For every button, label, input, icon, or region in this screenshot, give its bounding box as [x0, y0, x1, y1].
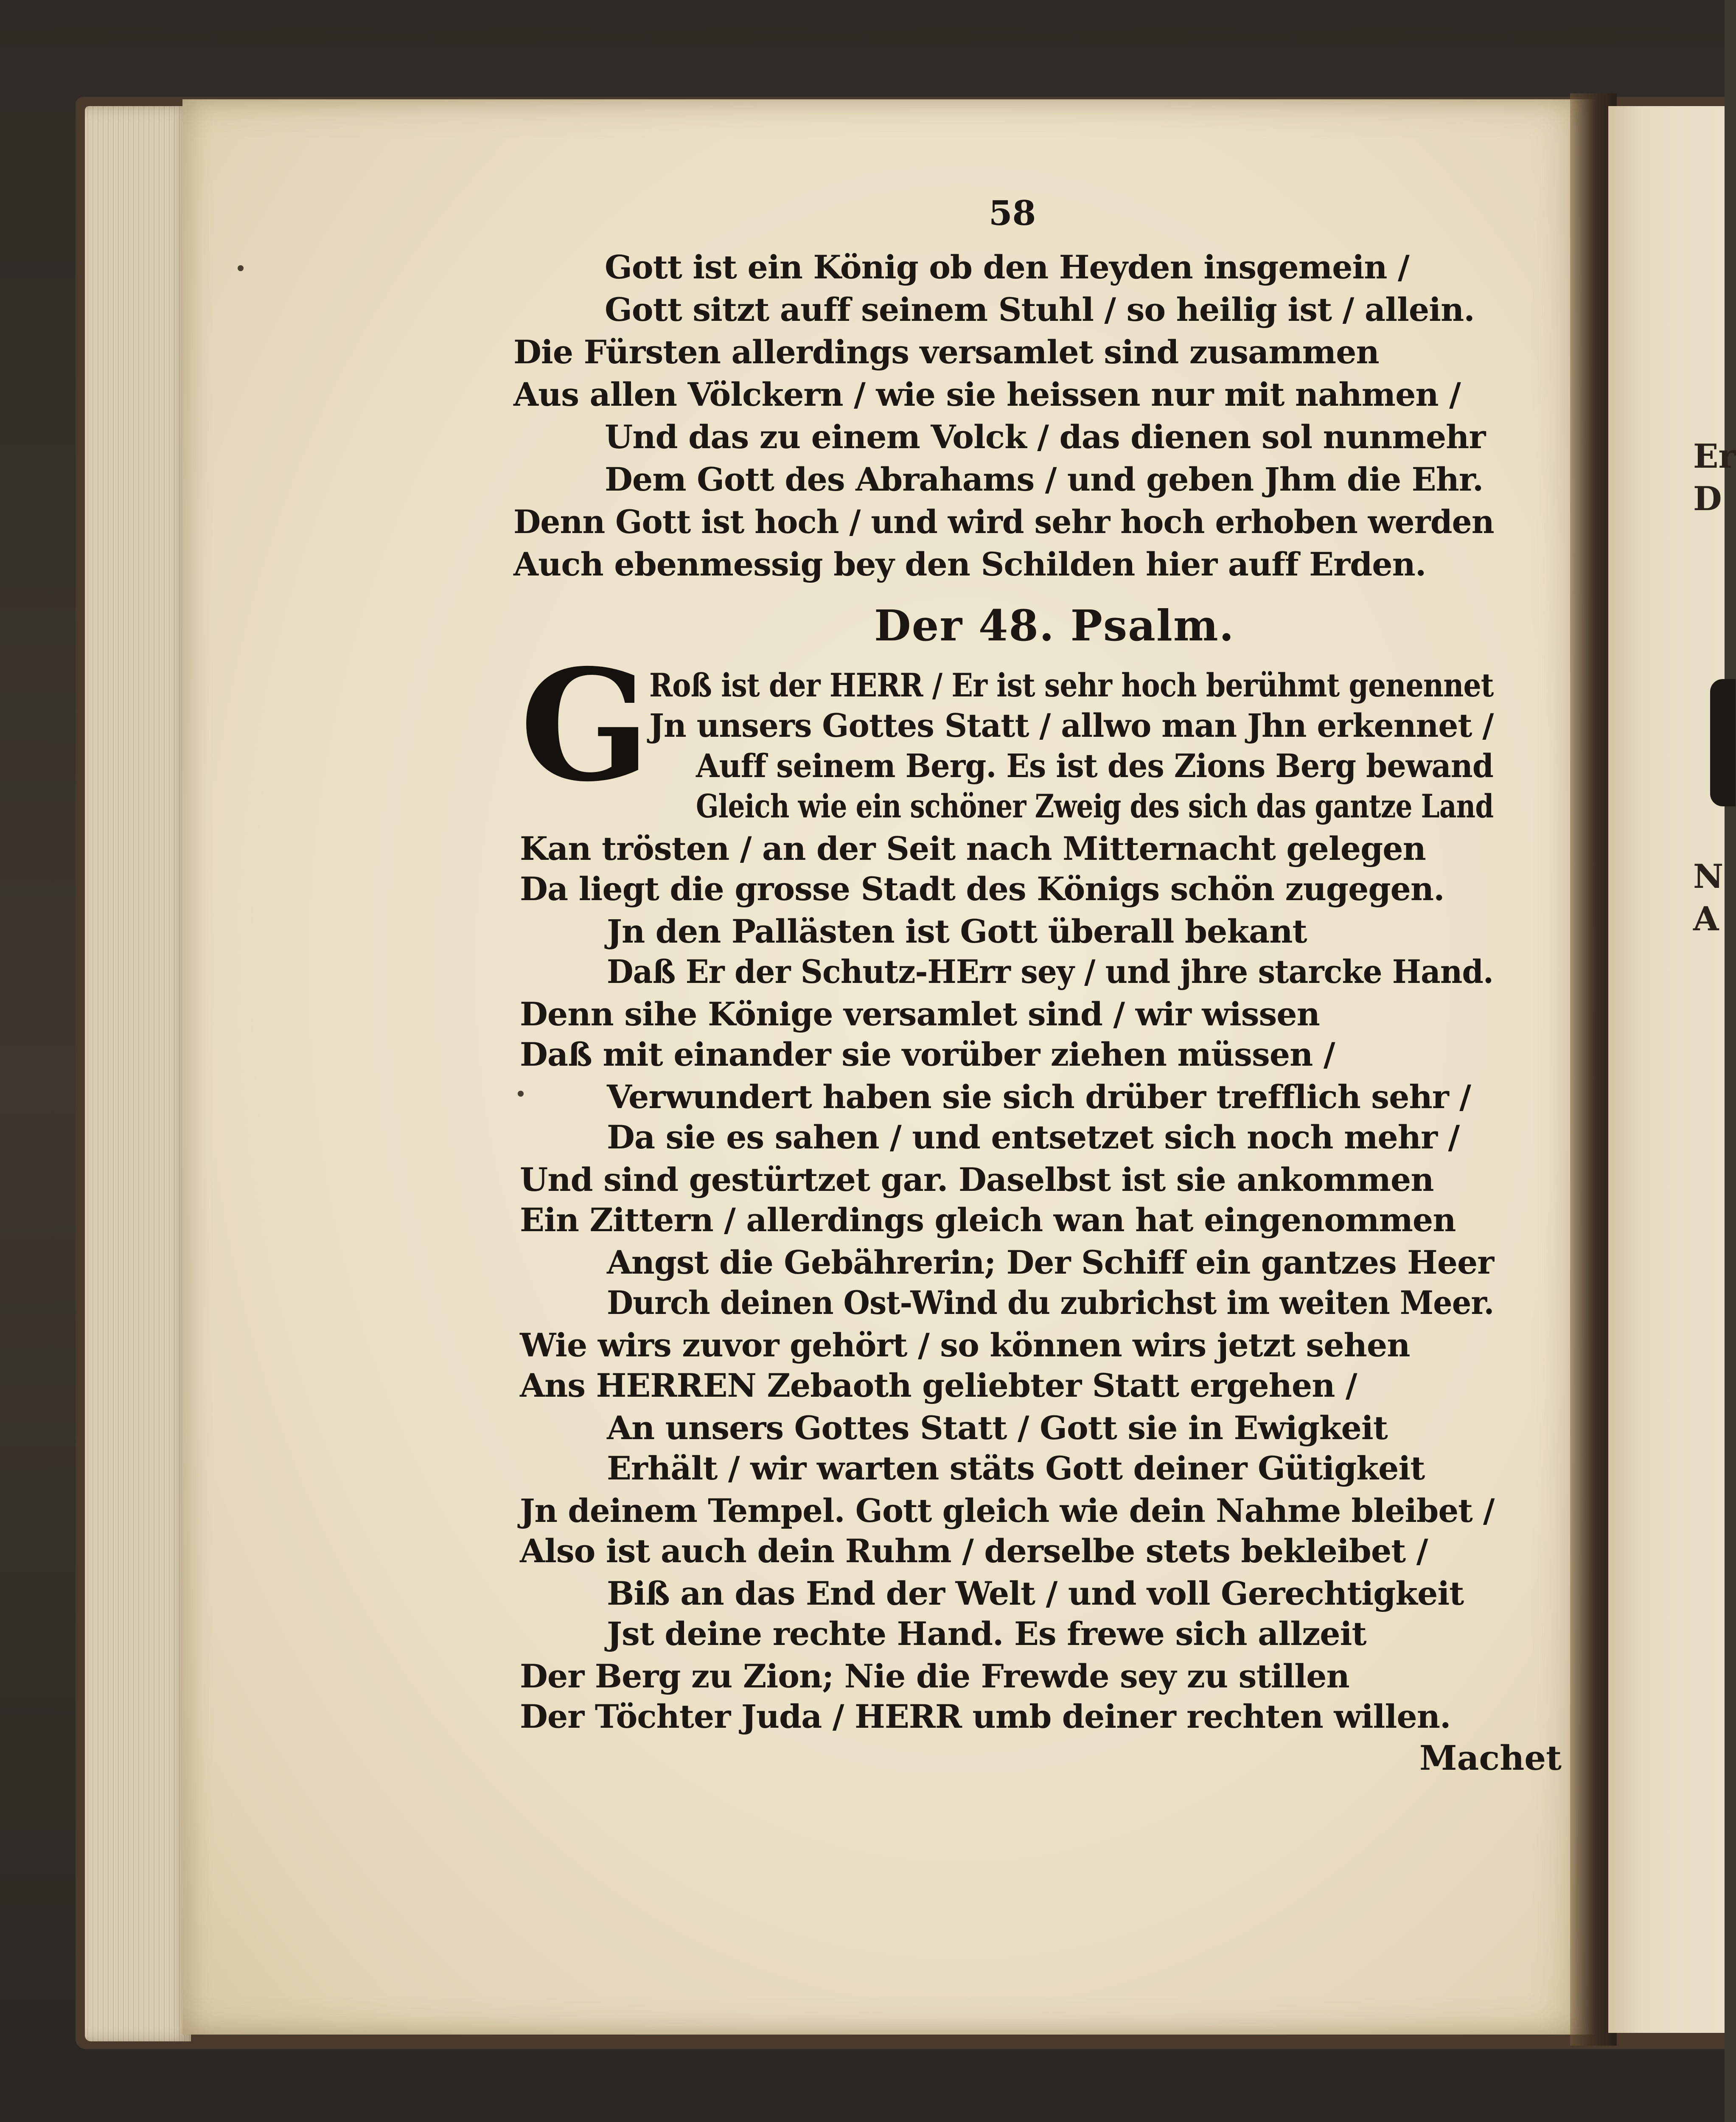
verse-line: Daß Er der Schutz-HErr sey / und jhre starcke Hand.	[607, 953, 1494, 991]
next-page-text-fragment: N	[1693, 857, 1724, 896]
verse-line: Da liegt die grosse Stadt des Königs schön zugegen.	[520, 870, 1444, 908]
verse-line: Dem Gott des Abrahams / und geben Jhm die Ehr.	[605, 460, 1484, 498]
verse-line: Biß an das End der Welt / und voll Gerechtigkeit	[607, 1575, 1464, 1612]
verse-line: Wie wirs zuvor gehört / so können wirs jetzt sehen	[520, 1326, 1410, 1364]
catchword: Machet	[1419, 1738, 1562, 1778]
next-page-text-fragment: D	[1693, 480, 1722, 518]
verse-line: Und das zu einem Volck / das dienen sol nunmehr	[605, 418, 1486, 456]
verse-line: An unsers Gottes Statt / Gott sie in Ewigkeit	[607, 1409, 1388, 1447]
verse-line: Jn den Pallästen ist Gott überall bekant	[607, 912, 1307, 950]
verse-line: Auch ebenmessig bey den Schilden hier auff Erden.	[513, 545, 1426, 583]
verse-line: Gott ist ein König ob den Heyden insgemein /	[605, 248, 1409, 286]
next-page-text-fragment: A	[1693, 900, 1719, 938]
verse-line: Denn Gott ist hoch / und wird sehr hoch erhoben werden	[513, 503, 1494, 541]
verse-line: Kan trösten / an der Seit nach Mitternacht gelegen	[520, 830, 1426, 867]
verse-line: Die Fürsten allerdings versamlet sind zusammen	[513, 333, 1379, 371]
verse-line: Jn deinem Tempel. Gott gleich wie dein Nahme bleibet /	[520, 1492, 1495, 1530]
verse-line: Der Töchter Juda / HERR umb deiner rechten willen.	[520, 1698, 1451, 1735]
verse-line: Denn sihe Könige versamlet sind / wir wissen	[520, 995, 1320, 1033]
ink-speck	[238, 265, 244, 271]
verse-line: Gott sitzt auff seinem Stuhl / so heilig ist / allein.	[605, 291, 1475, 328]
ink-speck	[518, 1091, 524, 1097]
next-page-text-fragment: Er	[1693, 437, 1736, 476]
page-number: 58	[989, 193, 1036, 233]
verse-line: Gleich wie ein schöner Zweig des sich das gantze Land	[696, 787, 1494, 825]
verse-line: Jst deine rechte Hand. Es frewe sich allzeit	[607, 1615, 1366, 1653]
drop-cap: G	[520, 636, 651, 815]
verse-line: Auff seinem Berg. Es ist des Zions Berg bewand	[696, 747, 1493, 785]
verse-line: Durch deinen Ost-Wind du zubrichst im weiten Meer.	[607, 1284, 1494, 1322]
verse-line: Verwundert haben sie sich drüber trefflich sehr /	[607, 1078, 1471, 1116]
verse-line: Der Berg zu Zion; Nie die Frewde sey zu stillen	[520, 1657, 1349, 1695]
verse-line: Da sie es sahen / und entsetzet sich noch mehr /	[607, 1118, 1460, 1156]
verse-line: Jn unsers Gottes Statt / allwo man Jhn erkennet /	[649, 707, 1494, 744]
verse-line: Ans HERREN Zebaoth geliebter Statt ergehen /	[520, 1367, 1357, 1404]
verse-line: Ein Zittern / allerdings gleich wan hat eingenommen	[520, 1201, 1456, 1239]
verse-line: Erhält / wir warten stäts Gott deiner Gütigkeit	[607, 1449, 1425, 1487]
verse-line: Also ist auch dein Ruhm / derselbe stets bekleibet /	[520, 1532, 1428, 1570]
verse-line: Aus allen Völckern / wie sie heissen nur mit nahmen /	[513, 376, 1461, 413]
verse-line: Angst die Gebährerin; Der Schiff ein gantzes Heer	[607, 1243, 1494, 1281]
verse-line: Daß mit einander sie vorüber ziehen müssen /	[520, 1036, 1335, 1073]
psalm-heading: Der 48. Psalm.	[874, 601, 1235, 651]
verse-line: Roß ist der HERR / Er ist sehr hoch berühmt genennet	[649, 666, 1494, 704]
verse-line: Und sind gestürtzet gar. Daselbst ist sie ankommen	[520, 1161, 1434, 1199]
